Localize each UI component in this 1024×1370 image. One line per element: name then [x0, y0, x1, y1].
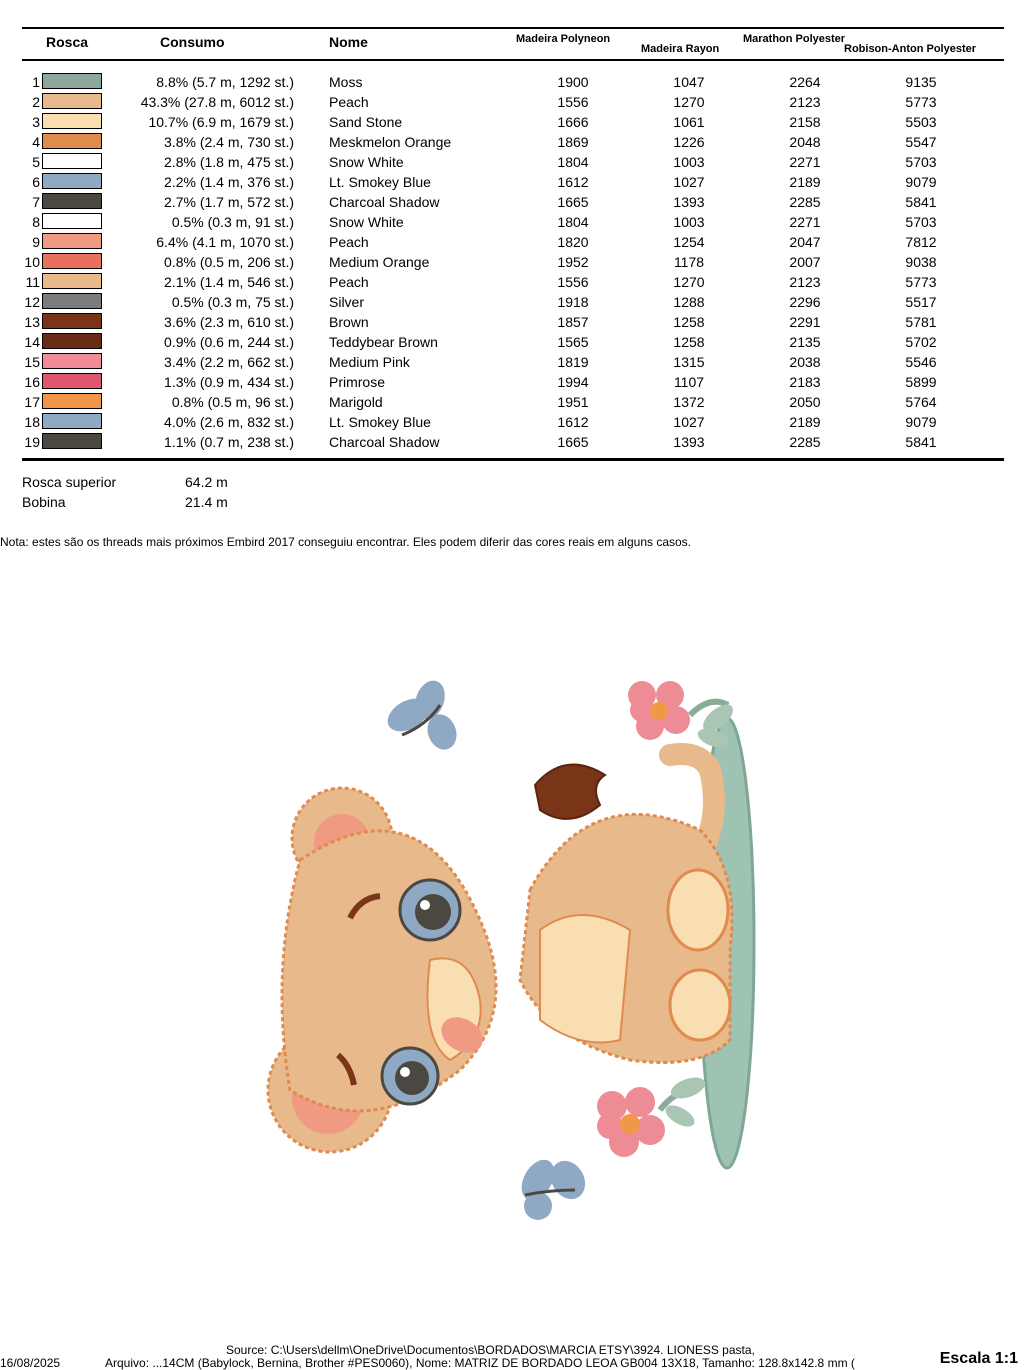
row-nome: Charcoal Shadow: [329, 194, 440, 210]
row-consumo: 1.1% (0.7 m, 238 st.): [164, 434, 294, 450]
header-robison-anton-polyester: Robison-Anton Polyester: [844, 43, 977, 55]
row-madeira-rayon: 1027: [673, 174, 705, 190]
row-consumo: 6.4% (4.1 m, 1070 st.): [156, 234, 294, 250]
row-nome: Medium Orange: [329, 254, 430, 270]
header-madeira-rayon: Madeira Rayon: [641, 43, 720, 55]
table-row: [0, 332, 1024, 352]
row-marathon-polyester: 2189: [789, 414, 821, 430]
row-madeira-rayon: 1003: [673, 214, 705, 230]
row-marathon-polyester: 2007: [789, 254, 821, 270]
header-nome: Nome: [329, 34, 368, 50]
row-madeira-polyneon: 1951: [557, 394, 589, 410]
row-madeira-rayon: 1315: [673, 354, 705, 370]
row-robison-anton-polyester: 5899: [905, 374, 937, 390]
row-nome: Snow White: [329, 154, 404, 170]
color-swatch: [42, 73, 102, 89]
row-nome: Brown: [329, 314, 369, 330]
row-madeira-rayon: 1061: [673, 114, 705, 130]
row-madeira-rayon: 1107: [673, 374, 705, 390]
row-madeira-rayon: 1003: [673, 154, 705, 170]
table-row: [0, 272, 1024, 292]
row-marathon-polyester: 2285: [789, 434, 821, 450]
bottom-rule: [22, 458, 1004, 461]
row-number: 19: [24, 434, 40, 450]
table-row: [0, 172, 1024, 192]
row-robison-anton-polyester: 9079: [905, 174, 937, 190]
table-row: [0, 392, 1024, 412]
bobbin-value: 21.4 m: [185, 494, 228, 510]
row-madeira-rayon: 1393: [673, 194, 705, 210]
row-number: 17: [24, 394, 40, 410]
header-consumo: Consumo: [160, 34, 225, 50]
row-nome: Lt. Smokey Blue: [329, 174, 431, 190]
row-madeira-polyneon: 1857: [557, 314, 589, 330]
table-row: [0, 132, 1024, 152]
row-robison-anton-polyester: 5547: [905, 134, 937, 150]
row-consumo: 2.2% (1.4 m, 376 st.): [164, 174, 294, 190]
color-swatch: [42, 193, 102, 209]
row-consumo: 2.7% (1.7 m, 572 st.): [164, 194, 294, 210]
row-madeira-polyneon: 1819: [557, 354, 589, 370]
row-consumo: 3.4% (2.2 m, 662 st.): [164, 354, 294, 370]
color-swatch: [42, 113, 102, 129]
row-number: 2: [32, 94, 40, 110]
row-marathon-polyester: 2123: [789, 94, 821, 110]
row-consumo: 2.8% (1.8 m, 475 st.): [164, 154, 294, 170]
row-robison-anton-polyester: 5773: [905, 94, 937, 110]
row-marathon-polyester: 2123: [789, 274, 821, 290]
row-number: 12: [24, 294, 40, 310]
top-thread-value: 64.2 m: [185, 474, 228, 490]
footer-date: 16/08/2025: [0, 1356, 61, 1370]
flower-top-right: [628, 681, 738, 751]
header-rosca: Rosca: [46, 34, 89, 50]
row-number: 15: [24, 354, 40, 370]
row-madeira-rayon: 1270: [673, 274, 705, 290]
row-number: 13: [24, 314, 40, 330]
row-marathon-polyester: 2158: [789, 114, 821, 130]
row-nome: Peach: [329, 94, 369, 110]
row-robison-anton-polyester: 9038: [905, 254, 937, 270]
table-row: [0, 432, 1024, 452]
lioness-embroidery-preview: [230, 660, 790, 1240]
row-consumo: 0.8% (0.5 m, 206 st.): [164, 254, 294, 270]
row-nome: Lt. Smokey Blue: [329, 414, 431, 430]
row-madeira-rayon: 1258: [673, 334, 705, 350]
row-number: 7: [32, 194, 40, 210]
header-madeira-polyneon: Madeira Polyneon: [516, 33, 611, 45]
row-robison-anton-polyester: 5841: [905, 194, 937, 210]
row-nome: Primrose: [329, 374, 386, 390]
row-marathon-polyester: 2285: [789, 194, 821, 210]
row-marathon-polyester: 2135: [789, 334, 821, 350]
row-madeira-rayon: 1178: [673, 254, 705, 270]
color-swatch: [42, 253, 102, 269]
row-nome: Snow White: [329, 214, 404, 230]
row-robison-anton-polyester: 5773: [905, 274, 937, 290]
row-madeira-rayon: 1027: [673, 414, 705, 430]
row-madeira-polyneon: 1612: [557, 174, 589, 190]
row-robison-anton-polyester: 5764: [905, 394, 937, 410]
top-thread-label: Rosca superior: [22, 474, 117, 490]
table-row: [0, 352, 1024, 372]
note-text: Nota: estes são os threads mais próximos Embird 2017 conseguiu encontrar. Eles podem diferir das cores reais em alguns casos.: [0, 535, 692, 549]
header-marathon-polyester: Marathon Polyester: [743, 33, 846, 45]
row-number: 16: [24, 374, 40, 390]
table-row: [0, 72, 1024, 92]
row-number: 6: [32, 174, 40, 190]
row-marathon-polyester: 2047: [789, 234, 821, 250]
row-nome: Marigold: [329, 394, 383, 410]
row-number: 11: [25, 274, 40, 290]
table-row: [0, 312, 1024, 332]
row-consumo: 0.5% (0.3 m, 91 st.): [171, 214, 294, 230]
row-robison-anton-polyester: 5841: [905, 434, 937, 450]
row-number: 8: [32, 214, 40, 230]
color-swatch: [42, 173, 102, 189]
table-row: [0, 212, 1024, 232]
row-robison-anton-polyester: 5702: [905, 334, 937, 350]
row-number: 9: [32, 234, 40, 250]
row-madeira-rayon: 1270: [673, 94, 705, 110]
row-madeira-rayon: 1254: [673, 234, 705, 250]
row-robison-anton-polyester: 5503: [905, 114, 937, 130]
row-marathon-polyester: 2264: [789, 74, 821, 90]
row-madeira-rayon: 1047: [673, 74, 705, 90]
row-nome: Peach: [329, 274, 369, 290]
bobbin-label: Bobina: [22, 494, 66, 510]
lioness-head: [268, 788, 496, 1152]
color-swatch: [42, 413, 102, 429]
row-marathon-polyester: 2296: [789, 294, 821, 310]
row-madeira-rayon: 1226: [673, 134, 705, 150]
color-swatch: [42, 433, 102, 449]
row-nome: Silver: [329, 294, 365, 310]
flower-bottom: [597, 1073, 708, 1157]
color-swatch: [42, 93, 102, 109]
row-consumo: 3.6% (2.3 m, 610 st.): [164, 314, 294, 330]
row-madeira-polyneon: 1666: [557, 114, 589, 130]
color-swatch: [42, 293, 102, 309]
row-consumo: 2.1% (1.4 m, 546 st.): [164, 274, 294, 290]
table-row: [0, 412, 1024, 432]
row-madeira-polyneon: 1556: [557, 274, 589, 290]
row-robison-anton-polyester: 5703: [905, 214, 937, 230]
table-row: [0, 152, 1024, 172]
table-row: [0, 112, 1024, 132]
row-madeira-polyneon: 1665: [557, 194, 589, 210]
row-madeira-polyneon: 1869: [557, 134, 589, 150]
color-swatch: [42, 233, 102, 249]
color-swatch: [42, 273, 102, 289]
row-consumo: 3.8% (2.4 m, 730 st.): [164, 134, 294, 150]
table-row: [0, 292, 1024, 312]
color-swatch: [42, 133, 102, 149]
table-row: [0, 372, 1024, 392]
row-robison-anton-polyester: 5546: [905, 354, 937, 370]
footer-file: Arquivo: ...14CM (Babylock, Bernina, Brother #PES0060), Nome: MATRIZ DE BORDADO LEOA GB004 13X18, Tamanho: 128.8x142.8 mm (: [105, 1356, 855, 1370]
row-number: 5: [32, 154, 40, 170]
row-marathon-polyester: 2189: [789, 174, 821, 190]
butterfly-bottom: [515, 1154, 592, 1220]
row-marathon-polyester: 2271: [789, 214, 821, 230]
row-nome: Sand Stone: [329, 114, 403, 130]
row-nome: Teddybear Brown: [329, 334, 438, 350]
row-madeira-polyneon: 1918: [557, 294, 589, 310]
row-nome: Peach: [329, 234, 369, 250]
row-nome: Meskmelon Orange: [329, 134, 452, 150]
row-consumo: 43.3% (27.8 m, 6012 st.): [140, 94, 294, 110]
row-madeira-polyneon: 1665: [557, 434, 589, 450]
row-number: 3: [32, 114, 40, 130]
row-robison-anton-polyester: 5703: [905, 154, 937, 170]
row-madeira-polyneon: 1612: [557, 414, 589, 430]
header-rule: [22, 59, 1004, 61]
color-swatch: [42, 393, 102, 409]
color-swatch: [42, 313, 102, 329]
row-consumo: 4.0% (2.6 m, 832 st.): [164, 414, 294, 430]
row-madeira-polyneon: 1994: [557, 374, 589, 390]
row-number: 18: [24, 414, 40, 430]
row-madeira-polyneon: 1952: [557, 254, 589, 270]
row-marathon-polyester: 2291: [789, 314, 821, 330]
color-swatch: [42, 373, 102, 389]
row-marathon-polyester: 2183: [789, 374, 821, 390]
row-nome: Charcoal Shadow: [329, 434, 440, 450]
row-madeira-polyneon: 1804: [557, 154, 589, 170]
row-robison-anton-polyester: 9135: [905, 74, 937, 90]
row-nome: Medium Pink: [329, 354, 410, 370]
table-row: [0, 252, 1024, 272]
butterfly-top-left: [382, 676, 461, 753]
row-robison-anton-polyester: 5781: [905, 314, 937, 330]
row-number: 4: [32, 134, 40, 150]
row-consumo: 0.8% (0.5 m, 96 st.): [171, 394, 294, 410]
row-madeira-rayon: 1372: [673, 394, 705, 410]
row-robison-anton-polyester: 5517: [905, 294, 937, 310]
row-madeira-polyneon: 1556: [557, 94, 589, 110]
row-marathon-polyester: 2048: [789, 134, 821, 150]
row-madeira-polyneon: 1900: [557, 74, 589, 90]
row-number: 1: [32, 74, 40, 90]
row-madeira-rayon: 1393: [673, 434, 705, 450]
table-row: [0, 232, 1024, 252]
lioness-body: [520, 814, 732, 1062]
row-consumo: 1.3% (0.9 m, 434 st.): [164, 374, 294, 390]
row-nome: Moss: [329, 74, 363, 90]
row-marathon-polyester: 2050: [789, 394, 821, 410]
table-row: [0, 192, 1024, 212]
color-swatch: [42, 333, 102, 349]
row-consumo: 0.9% (0.6 m, 244 st.): [164, 334, 294, 350]
color-swatch: [42, 213, 102, 229]
row-robison-anton-polyester: 7812: [905, 234, 937, 250]
row-marathon-polyester: 2038: [789, 354, 821, 370]
row-consumo: 8.8% (5.7 m, 1292 st.): [156, 74, 294, 90]
row-madeira-polyneon: 1804: [557, 214, 589, 230]
table-row: [0, 92, 1024, 112]
row-madeira-rayon: 1258: [673, 314, 705, 330]
top-rule: [22, 27, 1004, 29]
color-swatch: [42, 153, 102, 169]
row-number: 10: [24, 254, 40, 270]
row-number: 14: [24, 334, 40, 350]
row-madeira-rayon: 1288: [673, 294, 705, 310]
row-madeira-polyneon: 1820: [557, 234, 589, 250]
row-robison-anton-polyester: 9079: [905, 414, 937, 430]
row-consumo: 0.5% (0.3 m, 75 st.): [171, 294, 294, 310]
color-swatch: [42, 353, 102, 369]
row-consumo: 10.7% (6.9 m, 1679 st.): [148, 114, 294, 130]
row-marathon-polyester: 2271: [789, 154, 821, 170]
footer-scale: Escala 1:1: [939, 1350, 1018, 1367]
row-madeira-polyneon: 1565: [557, 334, 589, 350]
footer-source: Source: C:\Users\dellm\OneDrive\Documentos\BORDADOS\MARCIA ETSY\3924. LIONESS pasta,: [226, 1343, 755, 1357]
